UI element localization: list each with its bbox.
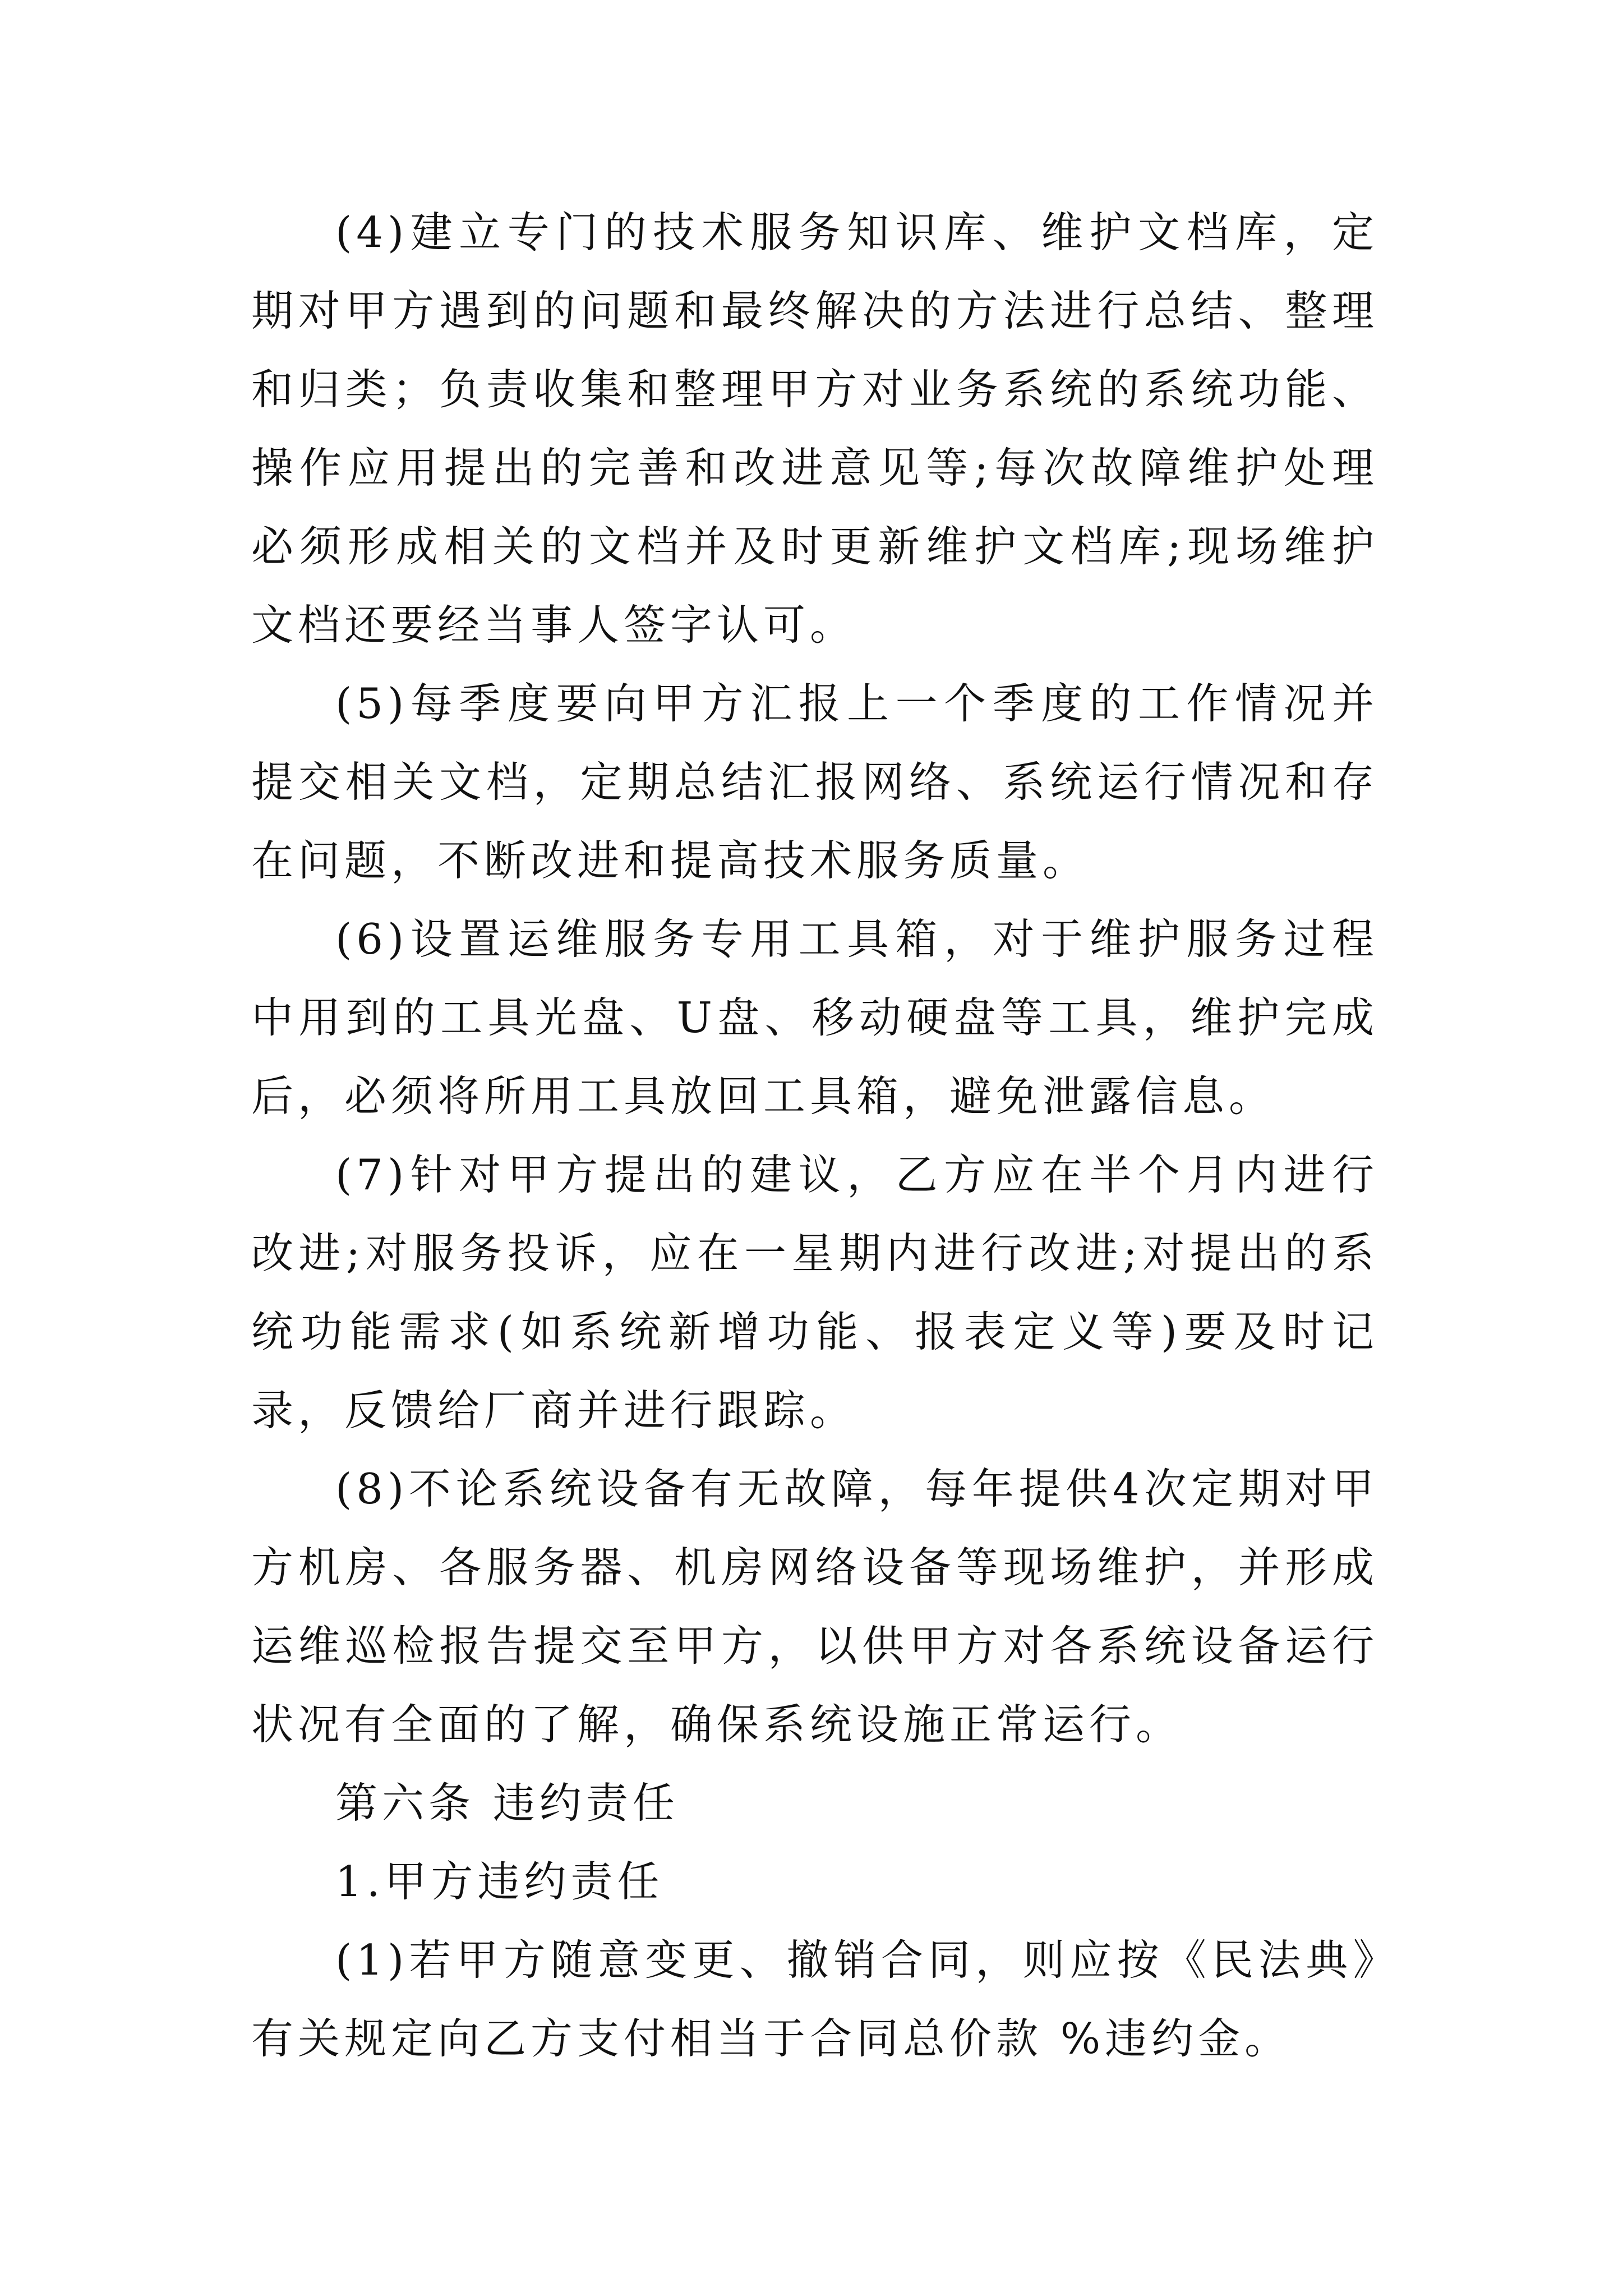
paragraph-item-8: (8)不论系统设备有无故障，每年提供4次定期对甲方机房、各服务器、机房网络设备等现场维护，并形成运维巡检报告提交至甲方，以供甲方对各系统设备运行状况有全面的了解，确保系统设施正常运行。 bbox=[251, 1464, 1378, 1749]
document-body bbox=[251, 193, 1378, 2078]
section-heading: 1.甲方违约责任 bbox=[335, 1857, 664, 1906]
paragraph-item-1: (1)若甲方随意变更、撤销合同，则应按《民法典》有关规定向乙方支付相当于合同总价款 %违约金。 bbox=[251, 1935, 1378, 2063]
paragraph-item-5: (5)每季度要向甲方汇报上一个季度的工作情况并提交相关文档，定期总结汇报网络、系统运行情况和存在问题，不断改进和提高技术服务质量。 bbox=[251, 679, 1378, 885]
paragraph-item-4: (4)建立专门的技术服务知识库、维护文档库，定期对甲方遇到的问题和最终解决的方法进行总结、整理和归类；负责收集和整理甲方对业务系统的系统功能、操作应用提出的完善和改进意见等;每次故障维护处理必须形成相关的文档并及时更新维护文档库;现场维护文档还要经当事人签字认可。 bbox=[251, 208, 1378, 650]
paragraph-item-7: (7)针对甲方提出的建议，乙方应在半个月内进行改进;对服务投诉，应在一星期内进行改进;对提出的系统功能需求(如系统新增功能、报表定义等)要及时记录，反馈给厂商并进行跟踪。 bbox=[251, 1150, 1378, 1435]
paragraph-item-6: (6)设置运维服务专用工具箱，对于维护服务过程中用到的工具光盘、U盘、移动硬盘等工具，维护完成后，必须将所用工具放回工具箱，避免泄露信息。 bbox=[251, 914, 1378, 1121]
article-heading: 第六条 违约责任 bbox=[335, 1778, 679, 1828]
